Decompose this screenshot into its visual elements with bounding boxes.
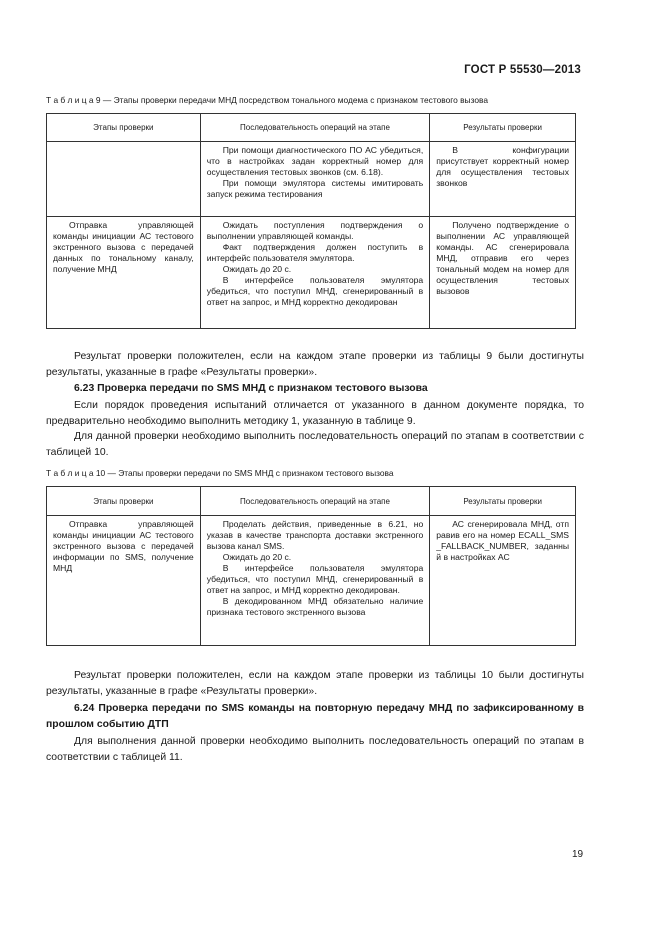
table-cell-result: АС сгенерировала МНД, отправив его на номер ECALL_SMS_FALLBACK_NUMBER, заданный в настройках АС [430,516,576,646]
table10-col-results: Результаты проверки [430,487,576,516]
table-row [47,217,576,329]
section-6-23-heading: 6.23 Проверка передачи по SMS МНД с признаком тестового вызова [74,383,428,394]
table-row [47,516,576,646]
table-cell-stage: Отправка управляющей команды инициации АС тестового экстренного вызова с передачей данных по тональному каналу, получение МНД [47,217,201,329]
table10-col-ops: Последовательность операций на этапе [200,487,430,516]
table-cell-ops: При помощи диагностического ПО АС убедиться, что в настройках задан корректный номер для осуществления тестовых звонков (см. 6.18). При помощи эмулятора системы имитировать запуск режима тестирования [200,142,430,217]
table-cell-ops: Проделать действия, приведенные в 6.21, но указав в качестве транспорта доставки экстренного вызова канал SMS. Ожидать до 20 с. В интерфейсе пользователя эмулятора убедиться, что поступил МНД, сгенерированный в ответ на запрос, и МНД корректно декодирован. В декодированном МНД обязательно наличие признака тестового экстренного вызова [200,516,430,646]
table-cell-stage [47,142,201,217]
table10 [46,486,576,646]
table9 [46,113,576,329]
table9-col-stage: Этапы проверки [47,114,201,142]
document-id: ГОСТ Р 55530—2013 [464,64,581,76]
section-6-24-body: Для выполнения данной проверки необходимо выполнить последовательность операций по этапам в соответствии с таблицей 11. [46,736,584,763]
table10-col-stage: Этапы проверки [47,487,201,516]
paragraph-result-9: Результат проверки положителен, если на каждом этапе проверки из таблицы 9 были достигнуты результаты, указанные в графе «Результаты проверки». [46,351,584,378]
table9-caption: Т а б л и ц а 9 — Этапы проверки передачи МНД посредством тонального модема с признаком тестового вызова [46,95,488,105]
table-cell-result: Получено подтверждение о выполнении АС управляющей команды. АС сгенерировала МНД, отправив его через тональный модем на номер для осуществления тестовых вызовов [430,217,576,329]
table10-caption: Т а б л и ц а 10 — Этапы проверки передачи по SMS МНД с признаком тестового вызова [46,468,394,478]
table9-col-ops: Последовательность операций на этапе [200,114,430,142]
table-cell-stage: Отправка управляющей команды инициации АС тестового экстренного вызова с передачей информации по SMS, получение МНД [47,516,201,646]
table-row [47,142,576,217]
section-6-24-heading: 6.24 Проверка передачи по SMS команды на повторную передачу МНД по зафиксированному в прошлом событию ДТП [46,703,584,730]
table9-col-results: Результаты проверки [430,114,576,142]
section-6-23-body: Если порядок проведения испытаний отличается от указанного в данном документе порядка, то предварительно необходимо выполнить методику 1, указанную в таблице 9. Для данной проверки необходимо выполнить последовательность операций по этапам в соответствии с таблицей 10. [46,400,584,458]
page-number: 19 [572,849,584,860]
table-cell-result: В конфигурации присутствует корректный номер для осуществления тестовых звонков [430,142,576,217]
paragraph-result-10: Результат проверки положителен, если на каждом этапе проверки из таблицы 10 были достигнуты результаты, указанные в графе «Результаты проверки». [46,670,584,697]
table-cell-ops: Ожидать поступления подтверждения о выполнении управляющей команды. Факт подтверждения должен поступить в интерфейс пользователя эмулятора. Ожидать до 20 с. В интерфейсе пользователя эмулятора убедиться, что поступил МНД, сгенерированный в ответ на запрос, и МНД корректно декодирован [200,217,430,329]
